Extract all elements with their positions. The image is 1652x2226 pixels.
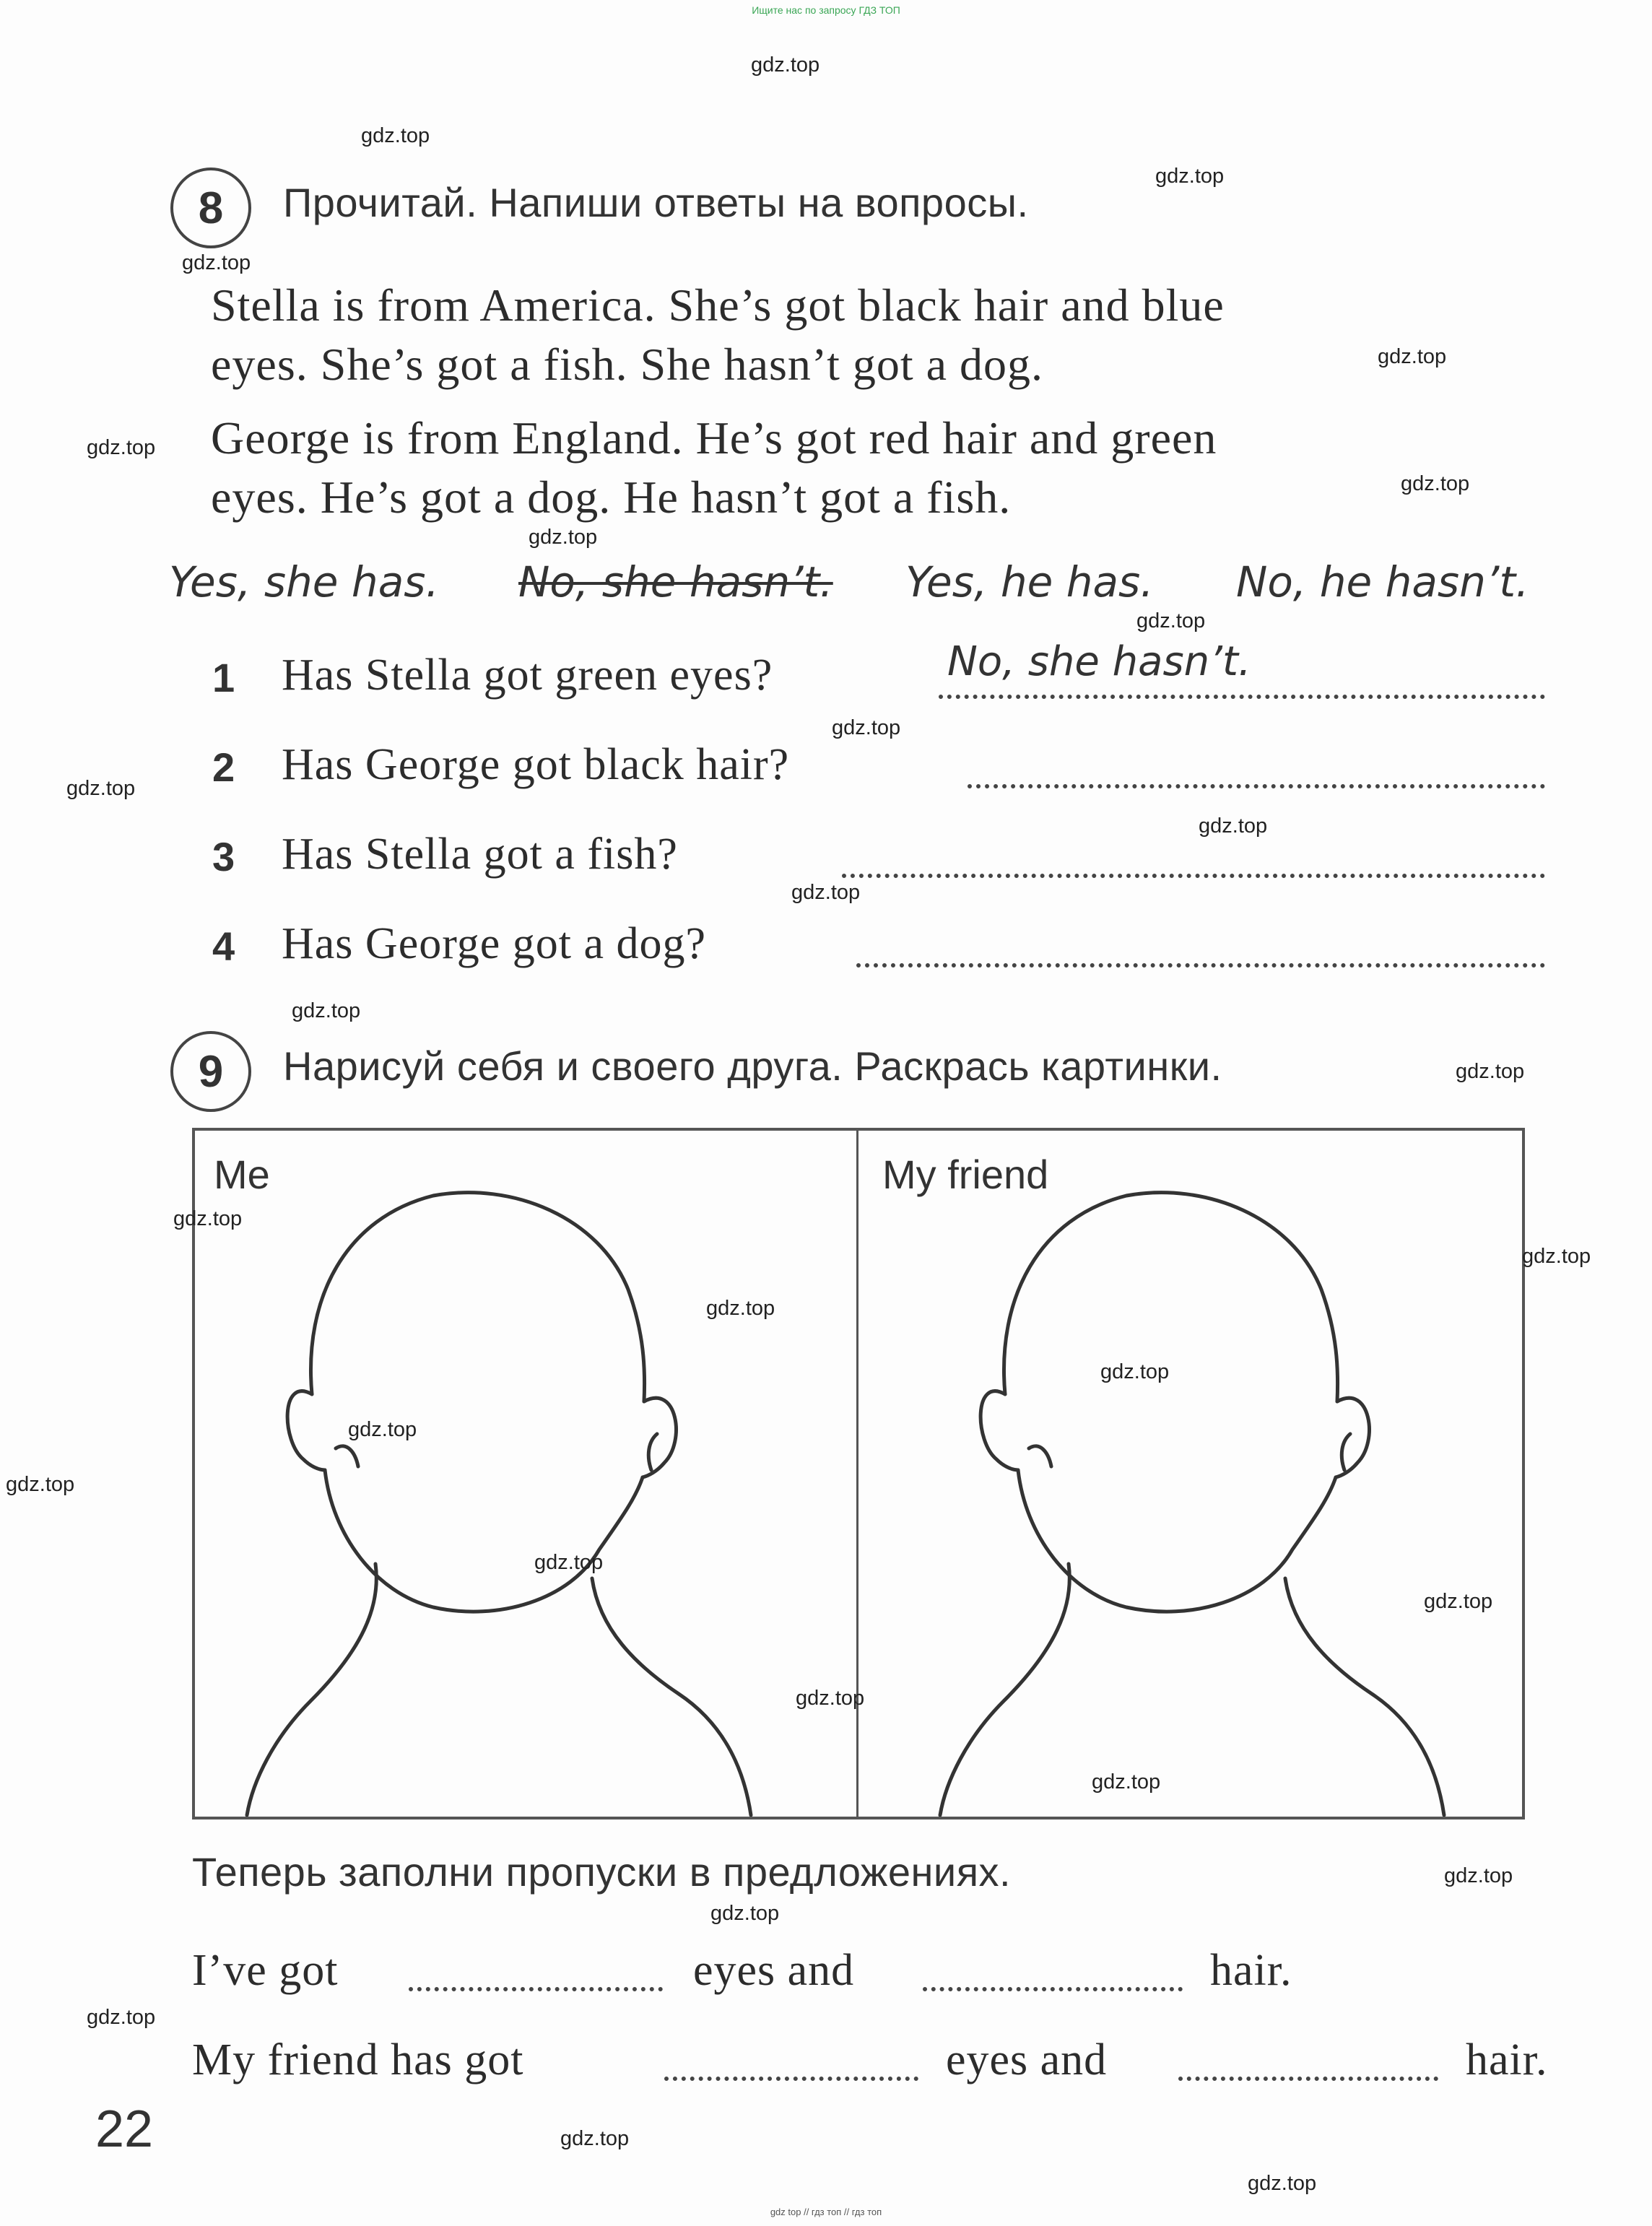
watermark: gdz.top — [1155, 165, 1225, 188]
fill-line-1-blank-hair[interactable] — [923, 1987, 1183, 1991]
page-number: 22 — [95, 2100, 154, 2158]
bottom-banner: gdz top // гдз топ // гдз топ — [770, 2207, 882, 2217]
question-3-number: 3 — [212, 834, 235, 879]
answer-line-1[interactable] — [939, 695, 1545, 699]
watermark: gdz.top — [173, 1207, 243, 1230]
watermark: gdz.top — [1136, 609, 1206, 632]
question-1-number: 1 — [212, 655, 235, 700]
question-4-number: 4 — [212, 923, 235, 969]
question-2-text: Has George got black hair? — [282, 740, 790, 789]
fill-line-1-middle: eyes and — [693, 1946, 855, 1995]
answer-line-2[interactable] — [968, 784, 1545, 788]
question-2-number: 2 — [212, 744, 235, 790]
watermark: gdz.top — [1424, 1590, 1493, 1613]
fill-line-2-blank-eyes[interactable] — [664, 2077, 918, 2081]
watermark: gdz.top — [66, 777, 136, 800]
watermark: gdz.top — [348, 1418, 417, 1441]
task-8-instruction: Прочитай. Напиши ответы на вопросы. — [283, 180, 1029, 225]
story-line-1: Stella is from America. She’s got black hair and blue — [211, 279, 1225, 331]
fill-line-1-blank-eyes[interactable] — [409, 1987, 663, 1991]
question-1-text: Has Stella got green eyes? — [282, 651, 773, 700]
answer-line-3[interactable] — [842, 874, 1545, 878]
watermark: gdz.top — [6, 1473, 75, 1496]
fill-line-2-start: My friend has got — [192, 2035, 524, 2084]
question-3-text: Has Stella got a fish? — [282, 830, 678, 879]
watermark: gdz.top — [87, 2006, 156, 2029]
watermark: gdz.top — [1092, 1770, 1161, 1794]
watermark: gdz.top — [534, 1551, 604, 1574]
watermark: gdz.top — [1522, 1245, 1591, 1268]
drawing-box-divider — [856, 1128, 858, 1820]
option-no-she-hasnt: No, she hasn’t. — [518, 557, 833, 607]
task-8-number: 8 — [170, 168, 251, 248]
watermark: gdz.top — [1378, 345, 1447, 368]
story-line-4: eyes. He’s got a dog. He hasn’t got a fish. — [211, 471, 1012, 523]
me-label: Me — [214, 1152, 270, 1197]
friend-head-outline-icon — [859, 1131, 1522, 1817]
watermark: gdz.top — [796, 1687, 865, 1710]
fill-line-1-end: hair. — [1210, 1946, 1292, 1995]
watermark: gdz.top — [1401, 472, 1470, 495]
fill-line-2-middle: eyes and — [946, 2035, 1108, 2084]
watermark: gdz.top — [751, 53, 820, 77]
watermark: gdz.top — [1456, 1060, 1525, 1083]
story-line-2: eyes. She’s got a fish. She hasn’t got a dog. — [211, 339, 1044, 390]
watermark: gdz.top — [560, 2127, 630, 2150]
watermark: gdz.top — [87, 436, 156, 459]
top-banner: Ищите нас по запросу ГДЗ ТОП — [752, 4, 900, 16]
story-line-3: George is from England. He’s got red hair and green — [211, 412, 1217, 464]
option-no-he-hasnt: No, he hasn’t. — [1236, 557, 1529, 607]
watermark: gdz.top — [1199, 814, 1268, 838]
fill-instruction: Теперь заполни пропуски в предложениях. — [192, 1849, 1012, 1895]
watermark: gdz.top — [1444, 1864, 1513, 1887]
task-9-instruction: Нарисуй себя и своего друга. Раскрась картинки. — [283, 1043, 1222, 1089]
watermark: gdz.top — [791, 881, 861, 904]
watermark: gdz.top — [706, 1297, 775, 1320]
watermark: gdz.top — [292, 999, 361, 1022]
me-head-outline-icon — [195, 1131, 853, 1817]
watermark: gdz.top — [529, 526, 598, 549]
task-9-number: 9 — [170, 1031, 251, 1112]
question-4-text: Has George got a dog? — [282, 919, 707, 968]
fill-line-2-end: hair. — [1466, 2035, 1548, 2084]
answer-line-4[interactable] — [856, 963, 1545, 968]
watermark: gdz.top — [361, 124, 430, 147]
watermark: gdz.top — [710, 1902, 780, 1925]
watermark: gdz.top — [1248, 2172, 1317, 2195]
option-yes-he-has: Yes, he has. — [905, 557, 1154, 607]
watermark: gdz.top — [832, 716, 901, 739]
my-friend-label: My friend — [882, 1152, 1049, 1197]
question-1-answer: No, she hasn’t. — [947, 638, 1251, 685]
watermark: gdz.top — [182, 251, 251, 274]
fill-line-2-blank-hair[interactable] — [1178, 2077, 1438, 2081]
option-yes-she-has: Yes, she has. — [169, 557, 439, 607]
fill-line-1-start: I’ve got — [192, 1946, 339, 1995]
watermark: gdz.top — [1100, 1360, 1170, 1383]
